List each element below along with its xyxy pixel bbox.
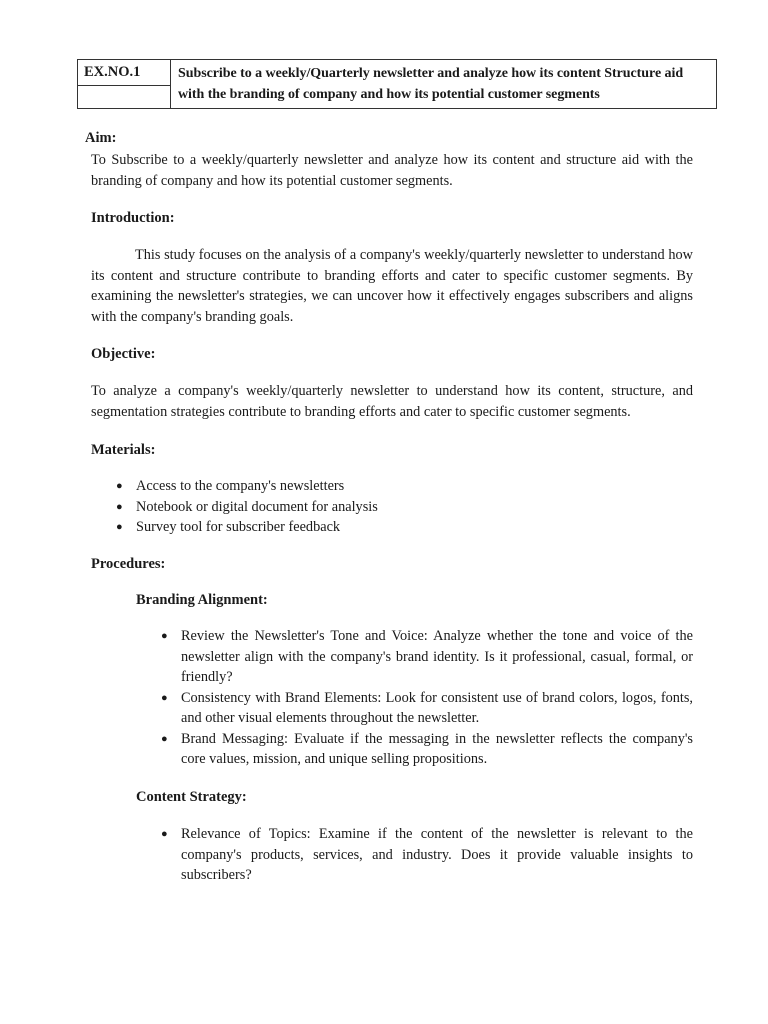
procedures-heading: Procedures: (91, 556, 166, 572)
list-item: ● Access to the company's newsletters (136, 476, 696, 497)
aim-text: To Subscribe to a weekly/quarterly newsletter and analyze how its content and structure aid with the branding of company and how its potential customer segments. (91, 152, 693, 189)
introduction-text: This study focuses on the analysis of a company's weekly/quarterly newsletter to understand how its content and structure contribute to branding efforts and cater to specific customer segments. By examining the newsletter's strategies, we can uncover how it effectively engages subscribers and aligns with the company's branding goals. (91, 247, 693, 325)
bullet-icon: ● (116, 480, 123, 492)
bullet-icon: ● (116, 500, 123, 513)
bullet-icon: ● (161, 732, 168, 745)
bullet-icon: ● (161, 828, 168, 840)
list-item: ● Review the Newsletter's Tone and Voice: Analyze whether the tone and voice of the newsletter align with the company's brand identity. Is it professional, casual, formal, or friendly? (161, 628, 693, 685)
content-strategy-heading: Content Strategy: (136, 789, 247, 805)
experiment-title: Subscribe to a weekly/Quarterly newsletter and analyze how its content Structure aid with the branding of company and how its potential customer segments (171, 60, 717, 109)
exno-blank-cell (78, 85, 171, 108)
bullet-icon: ● (161, 630, 168, 642)
content-strategy-list (161, 824, 693, 886)
bullet-icon: ● (161, 691, 168, 704)
introduction-heading: Introduction: (91, 210, 175, 226)
aim-heading: Aim: (85, 130, 117, 146)
list-item: ● Relevance of Topics: Examine if the content of the newsletter is relevant to the company's products, services, and industry. Does it provide valuable insights to subscribers? (161, 826, 693, 883)
list-item: ● Survey tool for subscriber feedback (136, 517, 696, 538)
objective-text: To analyze a company's weekly/quarterly newsletter to understand how its content, structure, and segmentation strategies contribute to branding efforts and cater to specific customer segments. (91, 383, 693, 420)
list-item: ● Consistency with Brand Elements: Look for consistent use of brand colors, logos, fonts, and other visual elements throughout the newsletter. (161, 689, 693, 726)
objective-heading: Objective: (91, 346, 156, 362)
branding-list (161, 626, 693, 770)
exno-label: EX.NO.1 (78, 60, 171, 86)
list-item: ● Notebook or digital document for analysis (136, 497, 696, 518)
list-item: ● Brand Messaging: Evaluate if the messaging in the newsletter reflects the company's core values, mission, and unique selling propositions. (161, 730, 693, 767)
header-table (77, 59, 717, 109)
bullet-icon: ● (116, 521, 123, 533)
materials-list (116, 476, 696, 538)
branding-alignment-heading: Branding Alignment: (136, 592, 268, 608)
materials-heading: Materials: (91, 442, 156, 458)
